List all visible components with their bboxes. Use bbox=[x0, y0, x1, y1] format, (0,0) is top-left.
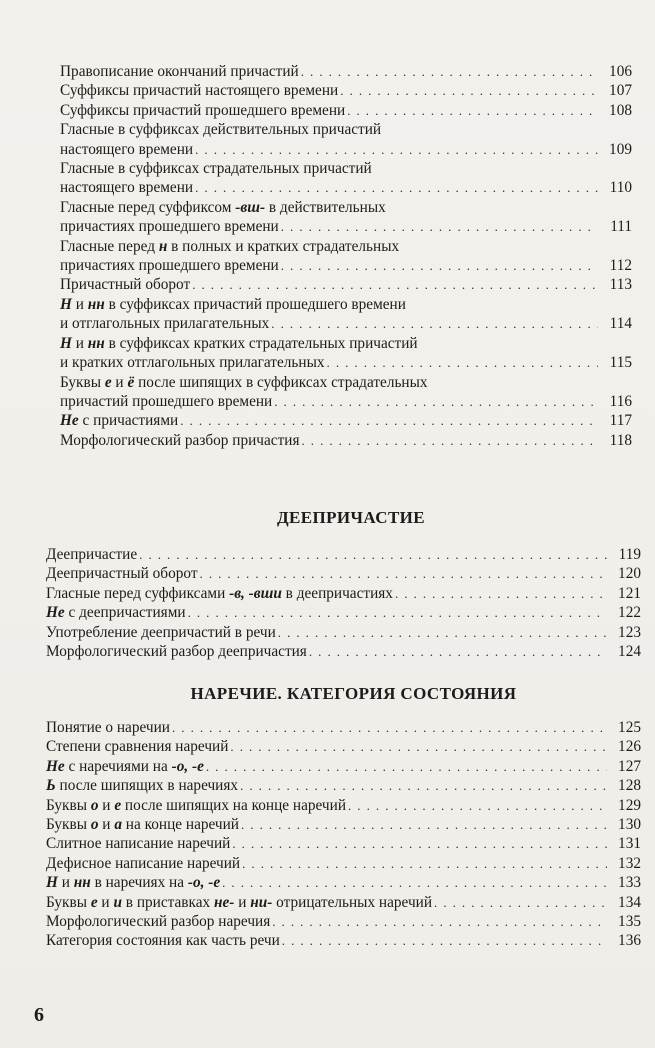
toc-page-number: 110 bbox=[609, 179, 632, 197]
dot-leader bbox=[192, 275, 598, 294]
toc-entry-line bbox=[46, 603, 641, 622]
toc-entry[interactable] bbox=[46, 564, 641, 583]
title-text: Морфологический разбор наречия bbox=[46, 913, 271, 931]
title-text: и bbox=[111, 373, 128, 391]
dot-leader bbox=[242, 854, 607, 873]
toc-entry-title bbox=[60, 120, 381, 139]
emphasized-term: нн bbox=[73, 874, 91, 892]
toc-entry-line bbox=[60, 256, 632, 275]
toc-entry-title bbox=[46, 931, 280, 950]
title-text: и bbox=[97, 893, 114, 911]
toc-page-number: 108 bbox=[609, 101, 632, 119]
toc-entry[interactable] bbox=[46, 815, 641, 834]
toc-entry-title bbox=[46, 815, 239, 834]
toc-page-number: 131 bbox=[618, 835, 641, 853]
title-text: в деепричастиях bbox=[281, 584, 393, 602]
title-text: в суффиксах причастий прошедшего времени bbox=[104, 295, 406, 313]
toc-entry-line bbox=[60, 198, 632, 217]
toc-page-number: 132 bbox=[618, 854, 641, 872]
toc-entry[interactable] bbox=[60, 101, 632, 120]
toc-entry[interactable] bbox=[60, 159, 632, 198]
emphasized-term: не- bbox=[214, 893, 235, 911]
toc-entry[interactable] bbox=[60, 120, 632, 159]
title-text: настоящего времени bbox=[60, 140, 194, 158]
toc-entry[interactable] bbox=[60, 334, 632, 373]
title-text: и кратких отглагольных прилагательных bbox=[60, 354, 325, 372]
toc-entry-line bbox=[60, 101, 632, 120]
toc-entry-title bbox=[60, 217, 279, 236]
dot-leader bbox=[241, 815, 607, 834]
toc-entry-title bbox=[46, 718, 170, 737]
title-text: Дефисное написание наречий bbox=[46, 854, 241, 872]
emphasized-term: -вш- bbox=[235, 198, 266, 216]
toc-entry-line bbox=[46, 815, 641, 834]
toc-entry[interactable] bbox=[60, 295, 632, 334]
toc-entry[interactable] bbox=[46, 776, 641, 795]
toc-entry-title bbox=[46, 564, 198, 583]
title-text: Гласные в суффиксах действительных причастий bbox=[60, 121, 382, 139]
dot-leader bbox=[188, 603, 607, 622]
emphasized-term: е bbox=[104, 373, 112, 391]
toc-entry-line bbox=[46, 718, 641, 737]
title-text: Правописание окончаний причастий bbox=[60, 63, 299, 80]
toc-entry-title bbox=[46, 603, 186, 622]
toc-page-number: 111 bbox=[610, 218, 632, 236]
toc-page-number: 126 bbox=[618, 738, 641, 756]
title-text: в действительных bbox=[265, 198, 386, 216]
toc-entry-line bbox=[60, 62, 632, 81]
dot-leader bbox=[271, 314, 598, 333]
title-text: и bbox=[71, 295, 88, 313]
toc-entry[interactable] bbox=[46, 623, 641, 642]
dot-leader bbox=[434, 893, 607, 912]
toc-entry-title bbox=[60, 178, 193, 197]
toc-entry-line bbox=[60, 140, 632, 159]
toc-entry[interactable] bbox=[46, 642, 641, 661]
dot-leader bbox=[180, 411, 598, 430]
toc-entry-line bbox=[60, 81, 632, 100]
title-text: с наречиями на bbox=[64, 757, 172, 775]
emphasized-term: -в, -вши bbox=[229, 584, 282, 602]
toc-entry[interactable] bbox=[46, 893, 641, 912]
toc-entry[interactable] bbox=[46, 718, 641, 737]
dot-leader bbox=[222, 873, 607, 892]
toc-entry-title bbox=[46, 912, 270, 931]
title-text: в наречиях на bbox=[90, 874, 188, 892]
toc-entry[interactable] bbox=[46, 737, 641, 756]
toc-entry-line bbox=[60, 314, 632, 333]
title-text: и bbox=[234, 893, 251, 911]
title-text: на конце наречий bbox=[121, 816, 239, 834]
toc-entry-title bbox=[60, 275, 190, 294]
emphasized-term: Н bbox=[60, 295, 72, 313]
emphasized-term: Не bbox=[60, 412, 79, 430]
toc-entry-line bbox=[46, 623, 641, 642]
dot-leader bbox=[282, 931, 607, 950]
dot-leader bbox=[340, 81, 598, 100]
toc-entry-title bbox=[60, 295, 406, 314]
emphasized-term: а bbox=[114, 816, 122, 834]
page-number: 6 bbox=[34, 1004, 44, 1026]
toc-entry-title bbox=[60, 431, 299, 450]
toc-entry-line bbox=[46, 854, 641, 873]
title-text: причастиях прошедшего времени bbox=[60, 218, 279, 236]
title-text: отрицательных наречий bbox=[272, 893, 433, 911]
toc-page-number: 106 bbox=[609, 63, 632, 80]
title-text: в суффиксах кратких страдательных причастий bbox=[104, 334, 418, 352]
title-text: после шипящих в наречиях bbox=[55, 777, 239, 795]
toc-entry-title bbox=[46, 584, 393, 603]
dot-leader bbox=[232, 834, 607, 853]
toc-page-number: 118 bbox=[609, 431, 632, 449]
title-text: Буквы bbox=[46, 796, 91, 814]
title-text: Употребление деепричастий в речи bbox=[46, 623, 276, 641]
title-text: Гласные перед bbox=[60, 237, 159, 255]
toc-entry-line bbox=[60, 392, 632, 411]
title-text: Морфологический разбор причастия bbox=[60, 431, 300, 449]
emphasized-term: е bbox=[90, 893, 98, 911]
toc-page-number: 117 bbox=[609, 412, 632, 430]
dot-leader bbox=[200, 564, 607, 583]
toc-entry-line bbox=[46, 564, 641, 583]
toc-page-number: 135 bbox=[618, 913, 641, 931]
title-text: и bbox=[98, 816, 115, 834]
toc-entry-title bbox=[60, 334, 418, 353]
emphasized-term: е bbox=[114, 796, 122, 814]
toc-entry-title bbox=[60, 256, 279, 275]
toc-entry-title bbox=[46, 757, 204, 776]
title-text: после шипящих на конце наречий bbox=[121, 796, 346, 814]
emphasized-term: Не bbox=[46, 757, 65, 775]
toc-page-number: 112 bbox=[609, 257, 632, 275]
toc-entry-title bbox=[60, 314, 269, 333]
toc-entry[interactable] bbox=[46, 912, 641, 931]
toc-page-number: 121 bbox=[618, 584, 641, 602]
toc-entry-title bbox=[60, 392, 272, 411]
toc-page-number: 120 bbox=[618, 565, 641, 583]
toc-entry-title bbox=[46, 893, 432, 912]
title-text: после шипящих в суффиксах страдательных bbox=[134, 373, 428, 391]
toc-entry-line bbox=[46, 584, 641, 603]
title-text: Деепричастие bbox=[46, 546, 138, 563]
emphasized-term: ё bbox=[127, 373, 135, 391]
toc-page-number: 124 bbox=[618, 643, 641, 661]
toc-page-number: 136 bbox=[618, 932, 641, 950]
title-text: Суффиксы причастий настоящего времени bbox=[60, 82, 339, 100]
toc-entry-title bbox=[46, 854, 240, 873]
title-text: и bbox=[57, 874, 74, 892]
toc-page-number: 119 bbox=[618, 546, 641, 563]
title-text: и bbox=[98, 796, 115, 814]
toc-page-number: 116 bbox=[609, 392, 632, 410]
toc-entry-line bbox=[46, 873, 641, 892]
toc-entry-title bbox=[60, 411, 178, 430]
toc-entry-title bbox=[46, 545, 137, 564]
dot-leader bbox=[195, 140, 598, 159]
toc-entry-title bbox=[60, 62, 299, 81]
toc-page-number: 109 bbox=[609, 140, 632, 158]
toc-entry-line bbox=[60, 373, 632, 392]
toc-entry-title bbox=[46, 873, 220, 892]
dot-leader bbox=[139, 545, 607, 564]
title-text: Причастный оборот bbox=[60, 276, 191, 294]
toc-page-number: 133 bbox=[618, 874, 641, 892]
toc-entry-title bbox=[60, 159, 372, 178]
toc-entry-line bbox=[46, 931, 641, 950]
dot-leader bbox=[327, 353, 598, 372]
dot-leader bbox=[395, 584, 607, 603]
toc-entry-title bbox=[60, 198, 386, 217]
toc-entry-line bbox=[60, 237, 632, 256]
toc-entry[interactable] bbox=[46, 854, 641, 873]
toc-entry-line bbox=[60, 275, 632, 294]
title-text: с деепричастиями bbox=[64, 604, 186, 622]
title-text: Буквы bbox=[46, 816, 91, 834]
dot-leader bbox=[348, 796, 607, 815]
dot-leader bbox=[272, 912, 607, 931]
dot-leader bbox=[281, 256, 598, 275]
dot-leader bbox=[347, 101, 598, 120]
toc-section-adverbial-participle bbox=[46, 506, 641, 661]
toc-entry[interactable] bbox=[46, 603, 641, 622]
toc-entry[interactable] bbox=[46, 834, 641, 853]
title-text: в приставках bbox=[121, 893, 214, 911]
toc-entry-title bbox=[46, 642, 307, 661]
dot-leader bbox=[281, 217, 598, 236]
title-text: с причастиями bbox=[78, 412, 179, 430]
dot-leader bbox=[172, 718, 607, 737]
emphasized-term: и bbox=[113, 893, 122, 911]
toc-section-participles bbox=[60, 62, 632, 450]
emphasized-term: н bbox=[158, 237, 168, 255]
toc-entry-line bbox=[46, 642, 641, 661]
toc-entry[interactable] bbox=[60, 62, 632, 81]
emphasized-term: -о, -е bbox=[171, 757, 204, 775]
toc-entry-title bbox=[46, 796, 346, 815]
title-text: настоящего времени bbox=[60, 179, 194, 197]
toc-page-number: 122 bbox=[618, 604, 641, 622]
toc-page-number: 129 bbox=[618, 796, 641, 814]
toc-page-number: 128 bbox=[618, 777, 641, 795]
emphasized-term: Не bbox=[46, 604, 65, 622]
title-text: причастиях прошедшего времени bbox=[60, 257, 279, 275]
section-heading: НАРЕЧИЕ. КАТЕГОРИЯ СОСТОЯНИЯ bbox=[190, 684, 517, 703]
toc-page-number: 123 bbox=[618, 623, 641, 641]
emphasized-term: -о, -е bbox=[187, 874, 221, 892]
title-text: Слитное написание наречий bbox=[46, 835, 231, 853]
toc-entry[interactable] bbox=[46, 545, 641, 564]
title-text: Категория состояния как часть речи bbox=[46, 932, 280, 950]
toc-entry-line bbox=[46, 893, 641, 912]
title-text: и отглагольных прилагательных bbox=[60, 315, 270, 333]
title-text: Деепричастный оборот bbox=[46, 565, 198, 583]
toc-entry-line bbox=[60, 159, 632, 178]
toc-page-number: 113 bbox=[609, 276, 632, 294]
emphasized-term: Н bbox=[46, 874, 58, 892]
emphasized-term: о bbox=[90, 796, 99, 814]
toc-entry-line bbox=[60, 353, 632, 372]
toc-entry-title bbox=[60, 237, 399, 256]
toc-page-number: 125 bbox=[618, 719, 641, 736]
toc-entry[interactable] bbox=[60, 431, 632, 450]
toc-page-number: 114 bbox=[609, 315, 632, 333]
dot-leader bbox=[230, 737, 607, 756]
dot-leader bbox=[301, 62, 598, 81]
dot-leader bbox=[301, 431, 598, 450]
toc-page-number: 130 bbox=[618, 816, 641, 834]
toc-entry[interactable] bbox=[60, 373, 632, 412]
toc-entry-line bbox=[46, 545, 641, 564]
title-text: в полных и кратких страдательных bbox=[167, 237, 400, 255]
toc-page-number: 115 bbox=[609, 354, 632, 372]
toc-entry-line bbox=[60, 217, 632, 236]
toc-entry-line bbox=[46, 912, 641, 931]
toc-entry[interactable] bbox=[60, 411, 632, 430]
toc-entry[interactable] bbox=[46, 873, 641, 892]
toc-entry[interactable] bbox=[46, 757, 641, 776]
toc-entry-title bbox=[60, 140, 193, 159]
toc-entry[interactable] bbox=[60, 198, 632, 237]
emphasized-term: Н bbox=[60, 334, 72, 352]
toc-entry[interactable] bbox=[46, 796, 641, 815]
toc-entry-title bbox=[60, 373, 428, 392]
toc-section-adverb bbox=[46, 682, 641, 951]
toc-entry-line bbox=[60, 178, 632, 197]
toc-page-number: 127 bbox=[618, 757, 641, 775]
toc-entry-title bbox=[46, 776, 238, 795]
dot-leader bbox=[206, 757, 607, 776]
toc-entry[interactable] bbox=[60, 81, 632, 100]
title-text: и bbox=[71, 334, 88, 352]
toc-entry-title bbox=[60, 101, 345, 120]
title-text: причастий прошедшего времени bbox=[60, 392, 273, 410]
toc-entry-title bbox=[46, 737, 228, 756]
title-text: Буквы bbox=[46, 893, 91, 911]
dot-leader bbox=[309, 642, 607, 661]
emphasized-term: нн bbox=[87, 295, 105, 313]
title-text: Понятие о наречии bbox=[46, 719, 170, 736]
title-text: Суффиксы причастий прошедшего времени bbox=[60, 101, 346, 119]
toc-page-number: 107 bbox=[609, 82, 632, 100]
title-text: Степени сравнения наречий bbox=[46, 738, 229, 756]
toc-entry[interactable] bbox=[46, 584, 641, 603]
toc-entry-line bbox=[60, 411, 632, 430]
title-text: Гласные перед суффиксами bbox=[46, 584, 230, 602]
toc-page-number: 134 bbox=[618, 893, 641, 911]
toc-entry-title bbox=[60, 353, 325, 372]
emphasized-term: о bbox=[90, 816, 99, 834]
title-text: Гласные перед суффиксом bbox=[60, 198, 236, 216]
toc-entry-line bbox=[46, 757, 641, 776]
toc-entry-title bbox=[60, 81, 338, 100]
title-text: Буквы bbox=[60, 373, 105, 391]
toc-entry-line bbox=[46, 737, 641, 756]
dot-leader bbox=[240, 776, 607, 795]
toc-entry-line bbox=[46, 796, 641, 815]
dot-leader bbox=[278, 623, 607, 642]
toc-entry-line bbox=[46, 834, 641, 853]
toc-entry[interactable] bbox=[60, 275, 632, 294]
title-text: Морфологический разбор деепричастия bbox=[46, 643, 307, 661]
toc-entry-line bbox=[60, 431, 632, 450]
dot-leader bbox=[195, 178, 598, 197]
title-text: Гласные в суффиксах страдательных причастий bbox=[60, 160, 372, 178]
emphasized-term: Ь bbox=[46, 777, 56, 795]
toc-entry-line bbox=[60, 120, 632, 139]
toc-entry[interactable] bbox=[46, 931, 641, 950]
emphasized-term: нн bbox=[87, 334, 105, 352]
toc-entry[interactable] bbox=[60, 237, 632, 276]
toc-entry-line bbox=[60, 295, 632, 314]
toc-entry-line bbox=[60, 334, 632, 353]
toc-entry-line bbox=[46, 776, 641, 795]
emphasized-term: ни- bbox=[250, 893, 273, 911]
dot-leader bbox=[274, 392, 598, 411]
toc-entry-title bbox=[46, 623, 276, 642]
toc-entry-title bbox=[46, 834, 230, 853]
section-heading: ДЕЕПРИЧАСТИЕ bbox=[276, 508, 426, 527]
